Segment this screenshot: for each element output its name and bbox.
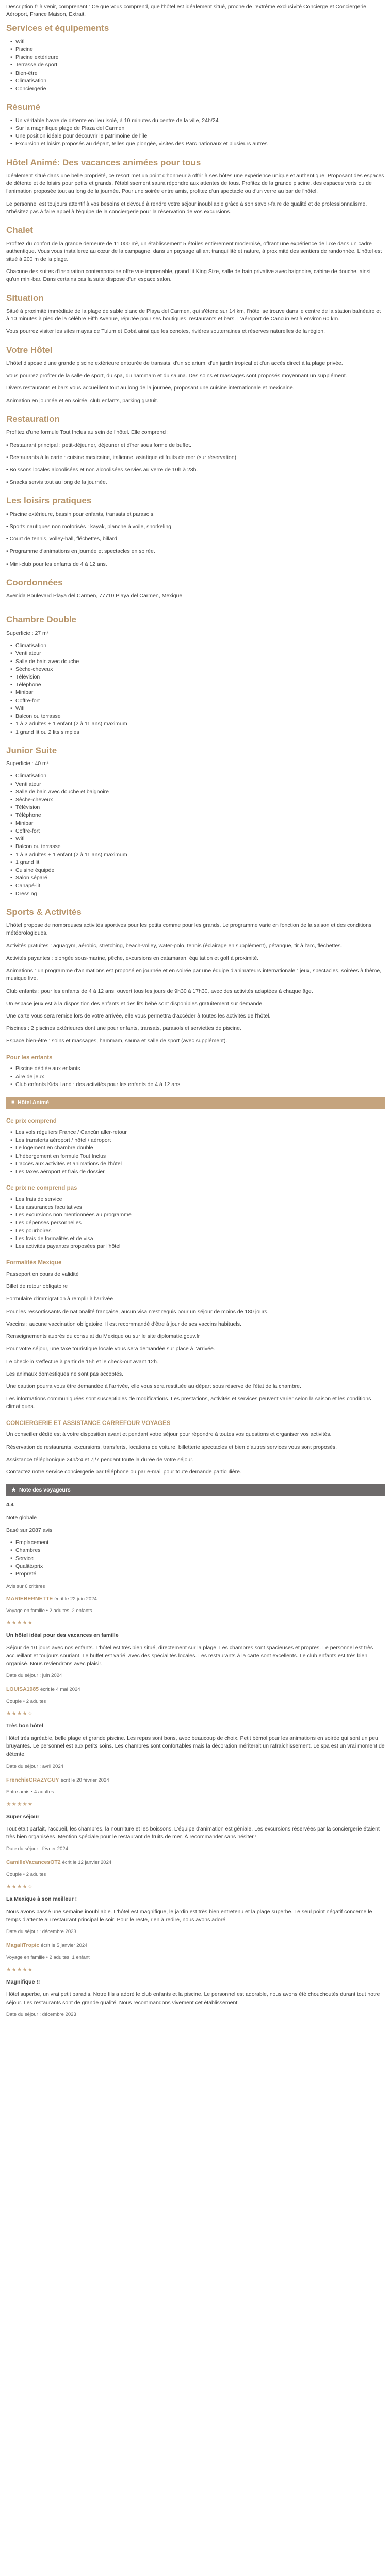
list-item: • Excursion et loisirs proposés au départ, telles que plongée, visites des Parc nationaux et plusieurs autres	[15, 140, 385, 148]
sports-title: Sports & Activités	[6, 907, 82, 917]
services-title: Services et équipements	[6, 23, 109, 33]
review-author[interactable]: FrenchieCRAZYGUY	[6, 1776, 59, 1783]
list-item: • Téléphone	[15, 681, 385, 689]
conciergerie-paragraph: Contactez notre service conciergerie par téléphone ou par e-mail pour toute demande particulière.	[6, 1468, 241, 1475]
votre-hotel-title: Votre Hôtel	[6, 345, 53, 355]
list-item: • Climatisation	[15, 772, 385, 780]
infos-paragraph: Une caution pourra vous être demandée à l'arrivée, elle vous sera restituée au départ sous réserve de l'état de la chambre.	[6, 1383, 301, 1389]
hotel-icon: ■	[11, 1099, 15, 1106]
list-item: • Coffre-fort	[15, 827, 385, 835]
chambre-title: Chambre Double	[6, 615, 77, 625]
chalet-paragraph: Profitez du confort de la grande demeure de 11 000 m², un établissement 5 étoiles entièrement modernisé, offrant une expérience de luxe dans un cadre authentique. Vous vous installerez au cœur de la campagne, dans un paysage alliant tranquillité et nature, à proximité des sentiers de randonnée. L'hôtel est situé à 200 m de la plage.	[6, 240, 382, 262]
sports-paragraph: Activités gratuites : aquagym, aérobic, stretching, beach-volley, water-polo, tennis (éclairage en supplément), pétanque, tir à l'arc, fléchettes.	[6, 942, 343, 949]
list-item: • Salon séparé	[15, 874, 385, 882]
review-text: Tout était parfait, l'accueil, les chambres, la nourriture et les boissons. L'équipe d'animation est géniale. Les excursions réservées par la conciergerie étaient très bien organisées. Mention spéciale pour le restaurant de fruits de mer. À recommander sans hésiter !	[6, 1826, 380, 1840]
kids-paragraph: Une carte vous sera remise lors de votre arrivée, elle vous permettra d'accéder à toutes les activités de l'hôtel.	[6, 1012, 271, 1019]
list-item: • Emplacement	[15, 1539, 385, 1547]
list-item: • Ventilateur	[15, 650, 385, 657]
review-stars: ★★★★☆	[6, 1710, 34, 1717]
list-item: • Salle de bain avec douche et baignoire	[15, 788, 385, 796]
loisirs-paragraph: • Court de tennis, volley-ball, fléchettes, billard.	[6, 536, 119, 543]
review-title: Magnifique !!	[6, 1979, 40, 1986]
kids-paragraph: Un espace jeux est à la disposition des enfants et des lits bébé sont disponibles gratuitement sur demande.	[6, 1000, 264, 1007]
list-item: • Piscine dédiée aux enfants	[15, 1065, 385, 1073]
list-item: • Climatisation	[15, 77, 385, 85]
list-item: • 1 à 2 adultes + 1 enfant (2 à 11 ans) maximum	[15, 720, 385, 728]
review	[6, 1859, 385, 1936]
dire-paragraph: Le personnel est toujours attentif à vos besoins et dévoué à rendre votre séjour inoubliable grâce à son savoir-faire de qualité et de professionnalisme. N'hésitez pas à faire appel à l'équipe de la conciergerie pour la réservation de vos excursions.	[6, 200, 367, 215]
review-footer: Date du séjour : avril 2024	[6, 1763, 63, 1769]
enfants-title: Pour les enfants	[6, 1054, 53, 1061]
list-item: • Balcon ou terrasse	[15, 713, 385, 720]
list-item: • Piscine	[15, 46, 385, 54]
loisirs-paragraph: • Sports nautiques non motorisés : kayak, planche à voile, snorkeling.	[6, 523, 173, 530]
sports-paragraph: Activités payantes : plongée sous-marine, pêche, excursions en catamaran, équitation et golf à proximité.	[6, 955, 259, 961]
review	[6, 1595, 385, 1680]
review-meta: Entre amis • 4 adultes	[6, 1789, 54, 1795]
list-item: • Club enfants Kids Land : des activités pour les enfants de 4 à 12 ans	[15, 1081, 385, 1089]
review	[6, 1686, 385, 1770]
review-footer: Date du séjour : février 2024	[6, 1846, 68, 1852]
conciergerie-title: CONCIERGERIE ET ASSISTANCE CARREFOUR VOYAGES	[6, 1420, 171, 1427]
list-item: • Sur la magnifique plage de Plaza del Carmen	[15, 125, 385, 132]
formalites-paragraph: Billet de retour obligatoire	[6, 1283, 68, 1290]
votre-paragraph: Divers restaurants et bars vous accueillent tout au long de la journée, proposant une cuisine internationale et mexicaine.	[6, 385, 295, 392]
infos-paragraph: Pour votre séjour, une taxe touristique locale vous sera demandée sur place à l'arrivée.	[6, 1346, 215, 1352]
list-item: • Service	[15, 1555, 385, 1563]
list-item: • Canapé-lit	[15, 882, 385, 890]
list-item: • Terrasse de sport	[15, 61, 385, 69]
loisirs-paragraph: • Mini-club pour les enfants de 4 à 12 ans.	[6, 561, 107, 567]
formalites-paragraph: Formulaire d'immigration à remplir à l'arrivée	[6, 1296, 113, 1302]
formalites-paragraph: Pour les ressortissants de nationalité française, aucun visa n'est requis pour un séjour de moins de 180 jours.	[6, 1308, 269, 1315]
review-text: Hôtel superbe, un vrai petit paradis. Notre fils a adoré le club enfants et la piscine. Le personnel est adorable, nous avons été chouchoutés durant tout notre séjour. Les restaurants sont de grande qualité. Nous recommandons vivement cet établissement.	[6, 1991, 380, 2006]
list-item: • Coffre-fort	[15, 697, 385, 705]
list-item: • L'accès aux activités et animations de l'hôtel	[15, 1160, 385, 1168]
review-date: écrit le 4 mai 2024	[40, 1686, 80, 1692]
review-title: Très bon hôtel	[6, 1722, 43, 1729]
loisirs-paragraph: • Piscine extérieure, bassin pour enfants, transats et parasols.	[6, 511, 155, 517]
review-header	[6, 1942, 385, 1950]
list-item: • Aire de jeux	[15, 1073, 385, 1081]
formalites-title: Formalités Mexique	[6, 1260, 62, 1266]
conciergerie-paragraph: Un conseiller dédié est à votre disposition avant et pendant votre séjour pour répondre à toutes vos questions et organiser vos activités.	[6, 1431, 332, 1438]
list-item: • Sèche-cheveux	[15, 796, 385, 804]
list-item: • 1 grand lit ou 2 lits simples	[15, 728, 385, 736]
review-header	[6, 1686, 385, 1693]
restauration-paragraph: Profitez d'une formule Tout Inclus au sein de l'hôtel. Elle comprend :	[6, 429, 169, 436]
votre-paragraph: Animation en journée et en soirée, club enfants, parking gratuit.	[6, 397, 158, 404]
review-title: Un hôtel idéal pour des vacances en famille	[6, 1632, 119, 1639]
list-item: • Wifi	[15, 835, 385, 843]
noncompris-title: Ce prix ne comprend pas	[6, 1185, 77, 1192]
list-item: • Le logement en chambre double	[15, 1144, 385, 1152]
review-stars: ★★★★★	[6, 1966, 34, 1973]
kids-paragraph: Club enfants : pour les enfants de 4 à 12 ans, ouvert tous les jours de 9h30 à 17h30, avec des activités adaptées à chaque âge.	[6, 988, 313, 994]
list-item: • Qualité/prix	[15, 1563, 385, 1570]
noncompris-list	[6, 1196, 385, 1251]
situation-title: Situation	[6, 293, 44, 303]
review-date: écrit le 20 février 2024	[60, 1777, 109, 1783]
star-icon: ★	[11, 1487, 16, 1493]
list-item: • Les excursions non mentionnées au programme	[15, 1211, 385, 1219]
list-item: • Dressing	[15, 890, 385, 898]
review-meta: Couple • 2 adultes	[6, 1699, 46, 1704]
list-item: • Les dépenses personnelles	[15, 1219, 385, 1227]
review-date: écrit le 5 janvier 2024	[41, 1942, 88, 1948]
coordonnees-title: Coordonnées	[6, 577, 63, 587]
chalet-title: Chalet	[6, 225, 33, 235]
list-item: • Les frais de formalités et de visa	[15, 1235, 385, 1243]
list-item: • Sèche-cheveux	[15, 666, 385, 673]
restauration-paragraph: • Snacks servis tout au long de la journée.	[6, 479, 107, 486]
enfants-list	[6, 1065, 385, 1089]
list-item: • Ventilateur	[15, 781, 385, 788]
banner-label: Hôtel Animé	[18, 1099, 49, 1106]
formalites-paragraph: Renseignements auprès du consulat du Mexique ou sur le site diplomatie.gouv.fr	[6, 1333, 200, 1340]
review-author[interactable]: MARIEBERNETTE	[6, 1595, 53, 1602]
list-item: • Les activités payantes proposées par l'hôtel	[15, 1243, 385, 1250]
list-item: • Wifi	[15, 705, 385, 713]
list-item: • Propreté	[15, 1570, 385, 1578]
intro-text: Description fr à venir, comprenant : Ce que vous comprend, que l'hôtel est idéalement situé, proche de l'extrême exclusivité Concierge et Conciergerie Aéroport, France Maison, Extrait.	[6, 4, 366, 18]
review	[6, 1942, 385, 2019]
review-footer: Date du séjour : décembre 2023	[6, 2011, 76, 2018]
review-footer: Date du séjour : décembre 2023	[6, 1929, 76, 1935]
list-item: • Les pourboires	[15, 1227, 385, 1235]
list-item: • Salle de bain avec douche	[15, 658, 385, 666]
review-title: Super séjour	[6, 1813, 40, 1820]
rating-criteria	[6, 1539, 385, 1578]
rating-summary	[6, 1501, 385, 1590]
resume-title: Résumé	[6, 102, 41, 112]
restauration-paragraph: • Restaurant principal : petit-déjeuner, déjeuner et dîner sous forme de buffet.	[6, 442, 191, 448]
review-text: Séjour de 10 jours avec nos enfants. L'hôtel est très bien situé, directement sur la plage. Les chambres sont spacieuses et propres. Le personnel est très accueillant et toujours souriant. Le buffet est varié, avec des spécialités locales. Les restaurants à la carte sont excellents. Le club enfants est très bien organisé. Nous reviendrons avec plaisir.	[6, 1645, 373, 1667]
restauration-paragraph: • Restaurants à la carte : cuisine mexicaine, italienne, asiatique et fruits de mer (sur réservation).	[6, 454, 238, 461]
list-item: • Balcon ou terrasse	[15, 843, 385, 851]
list-item: • Les taxes aéroport et frais de dossier	[15, 1168, 385, 1176]
list-item: • Téléphone	[15, 811, 385, 819]
sports-paragraph: L'hôtel propose de nombreuses activités sportives pour les petits comme pour les grands. Le programme varie en fonction de la saison et des conditions météorologiques.	[6, 922, 372, 937]
review-stars: ★★★★☆	[6, 1884, 34, 1890]
chalet-paragraph: Chacune des suites d'inspiration contemporaine offre vue imprenable, grand lit King Size, salle de bain privative avec baignoire, cabine de douche, ainsi qu'un mini-bar. Dans certains cas la suite dispose d'un espace salon.	[6, 268, 371, 283]
resume-list	[6, 117, 385, 148]
list-item: • L'hébergement en formule Tout Inclus	[15, 1153, 385, 1160]
loisirs-title: Les loisirs pratiques	[6, 496, 92, 506]
junior-title: Junior Suite	[6, 745, 57, 755]
review-header	[6, 1859, 385, 1867]
rating-based: Basé sur 2087 avis	[6, 1527, 53, 1533]
situation-paragraph: Situé à proximité immédiate de la plage de sable blanc de Playa del Carmen, qui s'étend sur 14 km, l'hôtel se trouve dans le centre de la station balnéaire et à 10 minutes à pied de la célèbre Fifth Avenue, réputée pour ses boutiques, restaurants et bars. L'aéroport de Cancún est à environ 60 km.	[6, 308, 381, 323]
review-header	[6, 1776, 385, 1784]
formalites-paragraph: Passeport en cours de validité	[6, 1271, 79, 1278]
coordonnees-address: Avenida Boulevard Playa del Carmen, 77710 Playa del Carmen, Mexique	[6, 592, 183, 599]
restauration-paragraph: • Boissons locales alcoolisées et non alcoolisées servies au verre de 10h à 23h.	[6, 466, 198, 473]
votre-paragraph: L'hôtel dispose d'une grande piscine extérieure entourée de transats, d'un solarium, d'un jardin tropical et d'un accès direct à la plage privée.	[6, 360, 343, 367]
review-title: La Mexique à son meilleur !	[6, 1896, 77, 1903]
review-author[interactable]: MagaliTropic	[6, 1942, 40, 1948]
situation-paragraph: Vous pourrez visiter les sites mayas de Tulum et Cobá ainsi que les cenotes, rivières souterraines et réserves naturelles de la région.	[6, 328, 325, 335]
junior-equipment-list	[6, 772, 385, 898]
junior-surface: Superficie : 40 m²	[6, 760, 49, 767]
list-item: • 1 à 3 adultes + 1 enfant (2 à 11 ans) maximum	[15, 851, 385, 859]
review-stars: ★★★★★	[6, 1619, 34, 1626]
votre-paragraph: Vous pourrez profiter de la salle de sport, du spa, du hammam et du sauna. Des soins et massages sont proposés moyennant un supplément.	[6, 372, 347, 379]
infos-paragraph: Les informations communiquées sont susceptibles de modifications. Les prestations, activités et services peuvent varier selon la saison et les conditions climatiques.	[6, 1396, 371, 1410]
review-author[interactable]: CamilleVacancesOT2	[6, 1859, 61, 1866]
infos-paragraph: Les animaux domestiques ne sont pas acceptés.	[6, 1370, 124, 1377]
services-list	[6, 38, 385, 93]
review-footer: Date du séjour : juin 2024	[6, 1673, 62, 1679]
reviews-banner	[6, 1484, 385, 1496]
list-item: • Les transferts aéroport / hôtel / aéroport	[15, 1137, 385, 1144]
restauration-title: Restauration	[6, 414, 60, 424]
dire-title: Hôtel Animé: Des vacances animées pour tous	[6, 157, 201, 167]
list-item: • Piscine extérieure	[15, 54, 385, 61]
list-item: • Wifi	[15, 38, 385, 46]
hotel-anime-banner	[6, 1097, 385, 1109]
formalites-paragraph: Vaccins : aucune vaccination obligatoire. Il est recommandé d'être à jour de ses vaccins habituels.	[6, 1320, 241, 1327]
review	[6, 1776, 385, 1853]
list-item: • Climatisation	[15, 642, 385, 650]
list-item: • Les assurances facultatives	[15, 1204, 385, 1211]
dire-paragraph: Idéalement situé dans une belle propriété, ce resort met un point d'honneur à offrir à ses hôtes une expérience unique et authentique. Proposant des espaces de détente et de loisirs pour petits et grands, l'établissement saura répondre aux attentes de tous. Profitez de la grande piscine, des espaces verts ou de l'animation proposée tout au long de la journée. Pour une soirée entre amis, profitez d'un spectacle ou d'un verre au bar de l'hôtel.	[6, 173, 384, 195]
sports-paragraph: Animations : un programme d'animations est proposé en journée et en soirée par une équipe d'animateurs internationale : jeux, spectacles, soirées à thème, musique live.	[6, 968, 382, 982]
list-item: • Minibar	[15, 689, 385, 697]
conciergerie-paragraph: Réservation de restaurants, excursions, transferts, locations de voiture, billetterie spectacles et bien d'autres services vous sont proposés.	[6, 1444, 337, 1450]
rating-label: Note globale	[6, 1514, 37, 1521]
rating-score: 4,4	[6, 1502, 14, 1509]
review-date: écrit le 22 juin 2024	[54, 1596, 97, 1602]
infos-paragraph: Le check-in s'effectue à partir de 15h et le check-out avant 12h.	[6, 1358, 158, 1365]
rating-summary-text: Avis sur 6 critères	[6, 1584, 45, 1590]
list-item: • Les frais de service	[15, 1196, 385, 1204]
list-item: • Bien-être	[15, 70, 385, 77]
list-item: • Cuisine équipée	[15, 867, 385, 874]
list-item: • Télévision	[15, 673, 385, 681]
review-text: Hôtel très agréable, belle plage et grande piscine. Les repas sont bons, avec beaucoup de choix. Petit bémol pour les animations en soirée qui sont un peu bruyantes. Le personnel est aux petits soins. Les chambres sont confortables mais la décoration mériterait un rafraîchissement. Le spa est un vrai moment de détente.	[6, 1735, 385, 1757]
loisirs-paragraph: • Programme d'animations en journée et spectacles en soirée.	[6, 548, 155, 555]
list-item: • Chambres	[15, 1547, 385, 1554]
list-item: • 1 grand lit	[15, 859, 385, 867]
conciergerie-paragraph: Assistance téléphonique 24h/24 et 7j/7 pendant toute la durée de votre séjour.	[6, 1456, 194, 1463]
review-text: Nous avons passé une semaine inoubliable. L'hôtel est magnifique, le jardin est très bien entretenu et la plage superbe. Le seul point négatif concerne le temps d'attente au restaurant principal le soir. Pour le reste, rien à redire, nous avons adoré.	[6, 1908, 372, 1923]
review-meta: Couple • 2 adultes	[6, 1872, 46, 1878]
list-item: • Un véritable havre de détente en lieu isolé, à 10 minutes du centre de la ville, 24h/24	[15, 117, 385, 125]
chambre-surface: Superficie : 27 m²	[6, 630, 49, 636]
pieces-paragraph: Piscines : 2 piscines extérieures dont une pour enfants, transats, parasols et serviettes de piscine.	[6, 1025, 241, 1032]
list-item: • Minibar	[15, 820, 385, 827]
list-item: • Les vols réguliers France / Cancún aller-retour	[15, 1129, 385, 1137]
pieces-paragraph: Espace bien-être : soins et massages, hammam, sauna et salle de sport (avec supplément).	[6, 1038, 227, 1044]
list-item: • Conciergerie	[15, 85, 385, 93]
banner-label: Note des voyageurs	[19, 1487, 71, 1494]
review-meta: Voyage en famille • 2 adultes, 1 enfant	[6, 1955, 90, 1961]
review-meta: Voyage en famille • 2 adultes, 2 enfants	[6, 1608, 92, 1614]
review-header	[6, 1595, 385, 1603]
list-item: • Une position idéale pour découvrir le patrimoine de l'île	[15, 132, 385, 140]
review-stars: ★★★★★	[6, 1801, 34, 1807]
compris-list	[6, 1129, 385, 1176]
review-date: écrit le 12 janvier 2024	[62, 1860, 112, 1866]
chambre-equipment-list	[6, 642, 385, 736]
compris-title: Ce prix comprend	[6, 1118, 57, 1125]
review-author[interactable]: LOUISA1985	[6, 1686, 39, 1692]
list-item: • Télévision	[15, 804, 385, 811]
